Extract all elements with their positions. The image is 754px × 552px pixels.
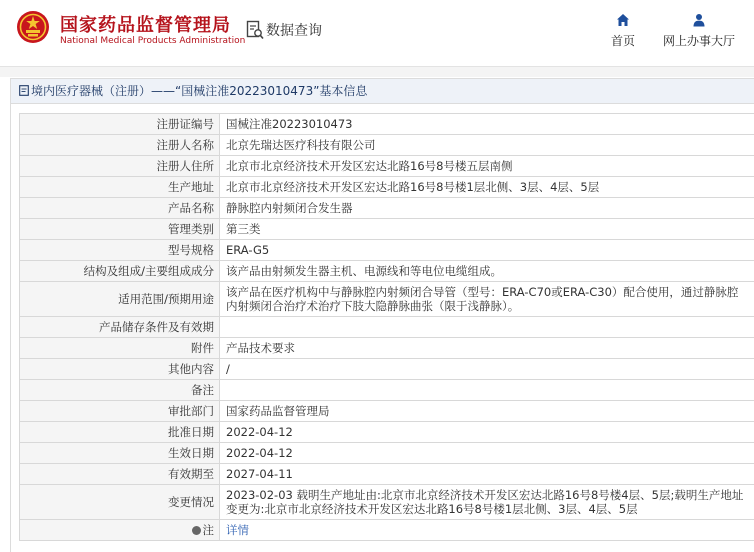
national-emblem-icon (16, 10, 50, 44)
table-row (20, 443, 754, 464)
table-row (20, 359, 754, 380)
nav-home-label: 首页 (610, 34, 635, 48)
field-label: 注 (202, 522, 214, 537)
field-label: 生效日期 (20, 443, 220, 464)
field-label: 结构及组成/主要组成成分 (20, 261, 220, 282)
table-row (20, 317, 754, 338)
field-label: 审批部门 (20, 401, 220, 422)
note-label-cell (20, 520, 220, 541)
table-row (20, 261, 754, 282)
field-value: 2022-04-12 (220, 422, 754, 443)
table-row (20, 114, 754, 135)
note-value-cell (220, 520, 754, 541)
field-value: 产品技术要求 (220, 338, 754, 359)
table-row (20, 464, 754, 485)
table-row (20, 422, 754, 443)
field-value: 2023-02-03 载明生产地址由:北京市北京经济技术开发区宏达北路16号8号楼4层、5层;载明生产地址变更为:北京市北京经济技术开发区宏达北路16号8号楼1层北侧、3层、4层、5层 (220, 485, 754, 520)
field-value: / (220, 359, 754, 380)
table-row (20, 282, 754, 317)
field-value: 该产品由射频发生器主机、电源线和等电位电缆组成。 (220, 261, 754, 282)
table-row (20, 240, 754, 261)
field-value (220, 317, 754, 338)
table-row (20, 401, 754, 422)
field-value: 国械注准20223010473 (220, 114, 754, 135)
user-icon (692, 13, 706, 27)
field-label: 注册证编号 (20, 114, 220, 135)
nav-online-service[interactable] (658, 13, 740, 49)
field-label: 生产地址 (20, 177, 220, 198)
field-label: 有效期至 (20, 464, 220, 485)
table-row (20, 380, 754, 401)
header-divider (0, 67, 754, 77)
field-value (220, 380, 754, 401)
field-label: 管理类别 (20, 219, 220, 240)
panel-title (11, 79, 754, 104)
field-label: 批准日期 (20, 422, 220, 443)
field-value: 北京市北京经济技术开发区宏达北路16号8号楼1层北侧、3层、4层、5层 (220, 177, 754, 198)
table-row (20, 338, 754, 359)
field-label: 适用范围/预期用途 (20, 282, 220, 317)
table-row (20, 520, 754, 541)
field-value: 北京先瑞达医疗科技有限公司 (220, 135, 754, 156)
panel-title-text: 境内医疗器械（注册）——“国械注准20223010473”基本信息 (31, 84, 368, 98)
field-value: 2027-04-11 (220, 464, 754, 485)
field-value: 第三类 (220, 219, 754, 240)
registration-info-table (19, 113, 754, 541)
field-label: 其他内容 (20, 359, 220, 380)
document-icon (19, 85, 29, 96)
table-row (20, 485, 754, 520)
field-value: 2022-04-12 (220, 443, 754, 464)
field-label: 注册人住所 (20, 156, 220, 177)
table-row (20, 198, 754, 219)
field-label: 附件 (20, 338, 220, 359)
site-header (0, 0, 754, 67)
table-row (20, 135, 754, 156)
field-value: 北京市北京经济技术开发区宏达北路16号8号楼五层南侧 (220, 156, 754, 177)
table-row (20, 219, 754, 240)
field-label: 型号规格 (20, 240, 220, 261)
field-value: ERA-G5 (220, 240, 754, 261)
field-value: 静脉腔内射频闭合发生器 (220, 198, 754, 219)
nav-home[interactable] (606, 13, 640, 49)
field-label: 备注 (20, 380, 220, 401)
nav-online-service-label: 网上办事大厅 (662, 34, 735, 48)
field-value: 该产品在医疗机构中与静脉腔内射频闭合导管（型号：ERA-C70或ERA-C30）配合使用，通过静脉腔内射频闭合治疗术治疗下肢大隐静脉曲张（限于浅静脉）。 (220, 282, 754, 317)
table-row (20, 177, 754, 198)
brand-name-cn: 国家药品监督管理局 (60, 15, 231, 36)
field-value: 国家药品监督管理局 (220, 401, 754, 422)
pin-icon (192, 526, 201, 535)
field-label: 注册人名称 (20, 135, 220, 156)
document-search-icon (246, 20, 264, 40)
detail-panel (10, 78, 754, 552)
field-label: 产品储存条件及有效期 (20, 317, 220, 338)
table-row (20, 156, 754, 177)
data-query-label[interactable]: 数据查询 (266, 23, 322, 39)
details-link[interactable]: 详情 (226, 522, 249, 537)
field-label: 产品名称 (20, 198, 220, 219)
field-label: 变更情况 (20, 485, 220, 520)
brand-name-en: National Medical Products Administration (60, 36, 246, 46)
home-icon (616, 13, 630, 27)
